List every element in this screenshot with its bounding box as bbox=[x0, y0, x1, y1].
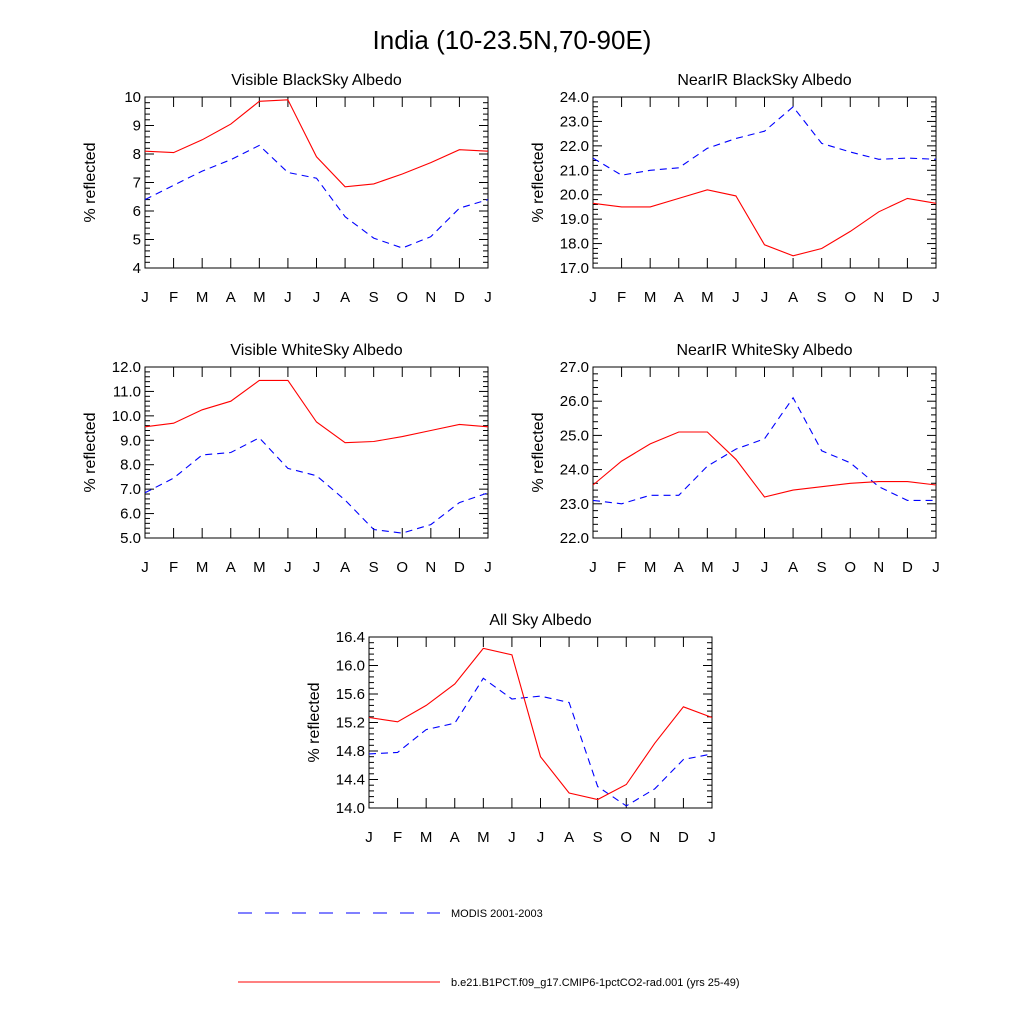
x-axis bbox=[141, 367, 492, 576]
y-tick-label: 10 bbox=[124, 89, 141, 106]
x-tick-label: N bbox=[873, 559, 885, 576]
y-tick-label: 14.0 bbox=[335, 800, 365, 817]
x-tick-label: M bbox=[701, 559, 714, 576]
series-line-model bbox=[369, 648, 712, 799]
x-tick-label: D bbox=[901, 289, 913, 306]
panel-title: All Sky Albedo bbox=[489, 612, 592, 629]
y-tick-label: 23.0 bbox=[559, 495, 589, 513]
x-tick-label: M bbox=[419, 829, 433, 846]
x-tick-label: J bbox=[589, 559, 597, 576]
plot-frame bbox=[593, 97, 936, 268]
x-tick-label: S bbox=[816, 289, 827, 306]
x-tick-label: F bbox=[392, 829, 403, 846]
x-tick-label: N bbox=[425, 289, 437, 306]
x-tick-label: S bbox=[368, 559, 379, 576]
y-tick-label: 21.0 bbox=[559, 162, 589, 180]
x-tick-label: M bbox=[477, 829, 490, 846]
x-tick-label: J bbox=[141, 289, 149, 306]
legend-label-modis: MODIS 2001-2003 bbox=[451, 908, 543, 920]
y-axis bbox=[560, 89, 936, 277]
y-tick-label: 20.0 bbox=[559, 186, 589, 204]
y-tick-label: 6.0 bbox=[120, 505, 141, 523]
x-tick-label: M bbox=[253, 289, 266, 306]
x-tick-label: J bbox=[484, 559, 492, 576]
x-tick-label: N bbox=[873, 289, 885, 306]
series-line-modis bbox=[593, 398, 936, 504]
y-tick-label: 10.0 bbox=[111, 407, 141, 425]
series-line-modis bbox=[145, 438, 488, 533]
legend-label-model: b.e21.B1PCT.f09_g17.CMIP6-1pctCO2-rad.001 (yrs 25-49) bbox=[451, 977, 740, 989]
x-tick-label: O bbox=[844, 559, 857, 576]
series-line-model bbox=[145, 100, 488, 187]
y-tick-label: 11.0 bbox=[112, 383, 141, 401]
plot-frame bbox=[369, 637, 712, 808]
x-tick-label: J bbox=[365, 829, 373, 846]
y-tick-label: 9 bbox=[132, 117, 141, 135]
x-axis bbox=[365, 637, 716, 846]
x-tick-label: M bbox=[195, 559, 209, 576]
x-tick-label: F bbox=[616, 289, 627, 306]
x-tick-label: O bbox=[396, 559, 409, 576]
panel-2 bbox=[530, 72, 940, 306]
x-tick-label: M bbox=[643, 559, 657, 576]
y-tick-label: 8.0 bbox=[120, 456, 141, 474]
y-tick-label: 4 bbox=[132, 260, 141, 277]
y-tick-label: 5 bbox=[132, 231, 141, 249]
x-tick-label: J bbox=[589, 289, 597, 306]
x-tick-label: S bbox=[816, 559, 827, 576]
panel-4 bbox=[530, 342, 940, 576]
x-tick-label: A bbox=[673, 289, 684, 306]
panel-1 bbox=[82, 72, 492, 306]
x-tick-label: J bbox=[284, 559, 292, 576]
x-axis bbox=[141, 97, 492, 306]
x-tick-label: A bbox=[225, 559, 236, 576]
x-tick-label: J bbox=[932, 289, 940, 306]
panel-title: NearIR WhiteSky Albedo bbox=[676, 342, 853, 359]
y-axis bbox=[336, 629, 712, 817]
series-line-modis bbox=[593, 107, 936, 175]
x-tick-label: D bbox=[901, 559, 913, 576]
y-axis bbox=[560, 359, 936, 547]
y-tick-label: 12.0 bbox=[111, 359, 141, 376]
x-tick-label: A bbox=[449, 829, 460, 846]
y-tick-label: 19.0 bbox=[559, 211, 589, 229]
x-tick-label: J bbox=[508, 829, 516, 846]
panels bbox=[82, 72, 940, 846]
panel-title: NearIR BlackSky Albedo bbox=[677, 72, 852, 89]
x-tick-label: J bbox=[932, 559, 940, 576]
x-tick-label: J bbox=[760, 559, 769, 576]
y-tick-label: 18.0 bbox=[559, 235, 589, 253]
x-tick-label: O bbox=[396, 289, 409, 306]
x-tick-label: A bbox=[225, 289, 236, 306]
legend bbox=[238, 908, 740, 989]
plot-frame bbox=[593, 367, 936, 538]
series-line-model bbox=[145, 380, 488, 442]
y-tick-label: 25.0 bbox=[559, 427, 589, 445]
y-tick-label: 5.0 bbox=[120, 530, 141, 547]
y-tick-label: 15.6 bbox=[335, 686, 365, 703]
x-tick-label: J bbox=[312, 559, 321, 576]
panel-title: Visible BlackSky Albedo bbox=[231, 72, 402, 89]
x-tick-label: J bbox=[760, 289, 769, 306]
panel-title: Visible WhiteSky Albedo bbox=[230, 342, 403, 359]
y-tick-label: 14.8 bbox=[335, 743, 365, 760]
x-tick-label: J bbox=[484, 289, 492, 306]
x-tick-label: A bbox=[340, 559, 351, 576]
y-axis-label: % reflected bbox=[82, 142, 99, 223]
x-tick-label: M bbox=[195, 289, 209, 306]
figure-title: India (10-23.5N,70-90E) bbox=[372, 25, 652, 55]
x-tick-label: D bbox=[453, 289, 465, 306]
y-tick-label: 22.0 bbox=[559, 530, 589, 547]
y-tick-label: 24.0 bbox=[559, 89, 589, 106]
y-axis-label: % reflected bbox=[306, 682, 323, 763]
x-tick-label: J bbox=[536, 829, 545, 846]
x-tick-label: J bbox=[312, 289, 321, 306]
x-tick-label: J bbox=[732, 289, 740, 306]
x-tick-label: F bbox=[168, 559, 179, 576]
y-axis-label: % reflected bbox=[530, 142, 547, 223]
series-line-modis bbox=[369, 678, 712, 806]
x-tick-label: M bbox=[643, 289, 657, 306]
panel-3 bbox=[82, 342, 492, 576]
y-axis-label: % reflected bbox=[82, 412, 99, 493]
y-tick-label: 26.0 bbox=[559, 393, 589, 411]
panel-5 bbox=[306, 612, 716, 846]
x-tick-label: A bbox=[788, 289, 799, 306]
x-tick-label: O bbox=[620, 829, 633, 846]
series-line-model bbox=[593, 190, 936, 256]
x-tick-label: D bbox=[453, 559, 465, 576]
y-tick-label: 15.2 bbox=[335, 714, 365, 732]
x-tick-label: J bbox=[284, 289, 292, 306]
x-tick-label: J bbox=[141, 559, 149, 576]
x-tick-label: O bbox=[844, 289, 857, 306]
x-tick-label: N bbox=[649, 829, 661, 846]
x-tick-label: N bbox=[425, 559, 437, 576]
series-line-modis bbox=[145, 145, 488, 248]
y-tick-label: 7.0 bbox=[120, 481, 141, 499]
y-tick-label: 7 bbox=[132, 174, 141, 192]
y-axis-label: % reflected bbox=[530, 412, 547, 493]
y-tick-label: 27.0 bbox=[559, 359, 589, 376]
plot-frame bbox=[145, 367, 488, 538]
y-tick-label: 22.0 bbox=[559, 137, 589, 155]
y-tick-label: 9.0 bbox=[120, 432, 141, 450]
x-tick-label: J bbox=[732, 559, 740, 576]
y-tick-label: 16.4 bbox=[335, 629, 365, 646]
x-tick-label: M bbox=[253, 559, 266, 576]
x-tick-label: F bbox=[616, 559, 627, 576]
x-axis bbox=[589, 97, 940, 306]
x-tick-label: A bbox=[564, 829, 575, 846]
x-tick-label: A bbox=[673, 559, 684, 576]
x-tick-label: A bbox=[788, 559, 799, 576]
x-tick-label: J bbox=[708, 829, 716, 846]
y-tick-label: 16.0 bbox=[335, 657, 365, 675]
series-line-model bbox=[593, 432, 936, 497]
plot-frame bbox=[145, 97, 488, 268]
y-tick-label: 17.0 bbox=[559, 260, 589, 277]
y-tick-label: 6 bbox=[132, 203, 141, 220]
y-tick-label: 14.4 bbox=[335, 771, 365, 789]
x-tick-label: M bbox=[701, 289, 714, 306]
y-tick-label: 8 bbox=[132, 146, 141, 163]
y-axis bbox=[112, 359, 488, 547]
x-axis bbox=[589, 367, 940, 576]
x-tick-label: F bbox=[168, 289, 179, 306]
x-tick-label: S bbox=[368, 289, 379, 306]
x-tick-label: A bbox=[340, 289, 351, 306]
y-tick-label: 24.0 bbox=[559, 461, 589, 479]
x-tick-label: D bbox=[677, 829, 689, 846]
y-tick-label: 23.0 bbox=[559, 113, 589, 131]
x-tick-label: S bbox=[592, 829, 603, 846]
